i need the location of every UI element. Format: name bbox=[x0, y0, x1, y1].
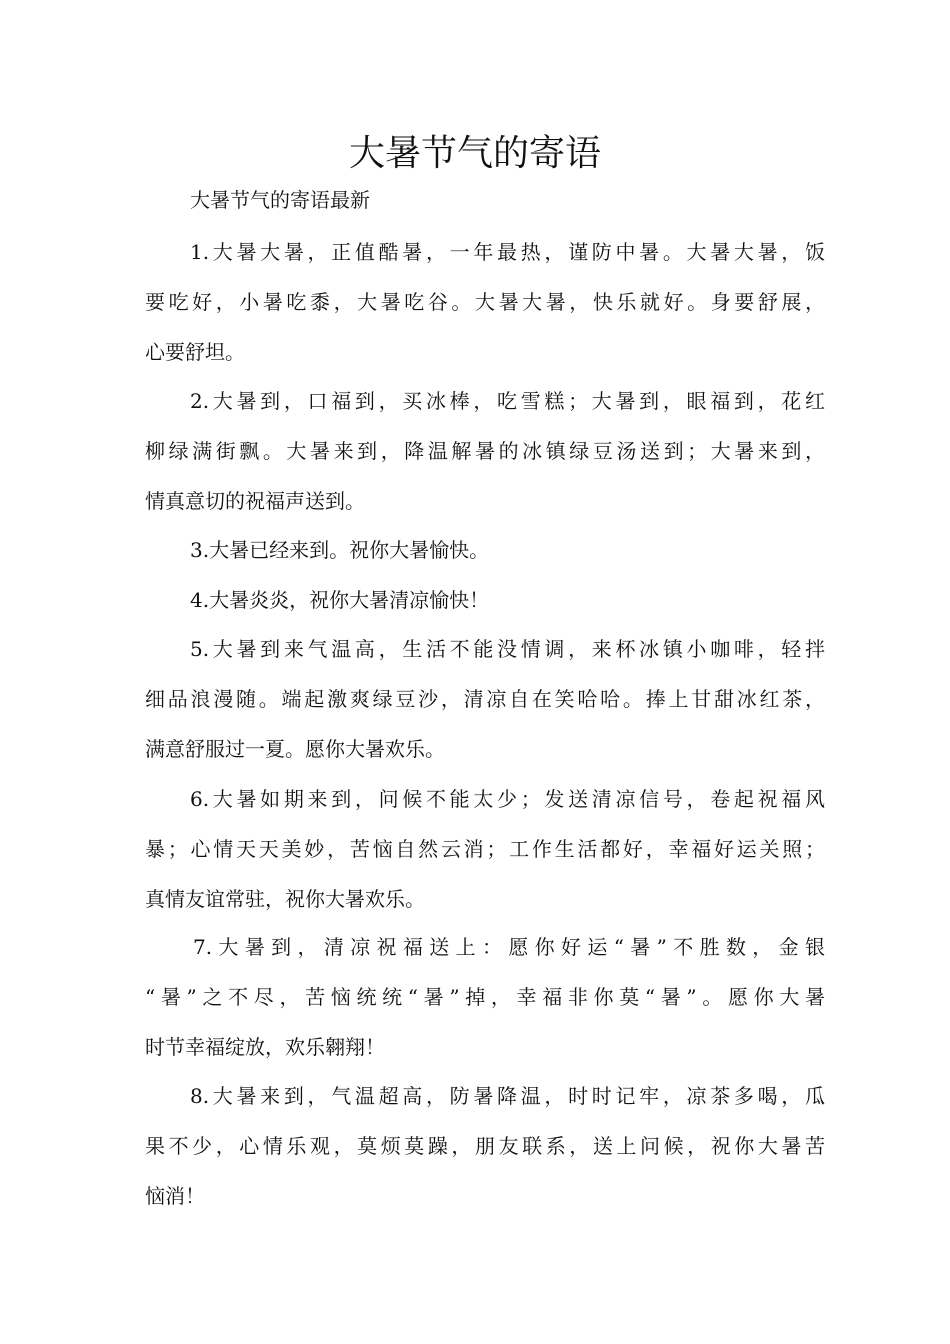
paragraph-1 bbox=[145, 227, 825, 377]
document-subtitle: 大暑节气的寄语最新 bbox=[190, 188, 370, 212]
paragraph-line: 要吃好，小暑吃黍，大暑吃谷。大暑大暑，快乐就好。身要舒展， bbox=[145, 290, 825, 314]
paragraph-line: 8.大暑来到，气温超高，防暑降温，时时记牢，凉茶多喝，瓜 bbox=[190, 1084, 825, 1108]
paragraph-line: 时节幸福绽放，欢乐翱翔！ bbox=[145, 1035, 385, 1059]
paragraph-4 bbox=[145, 575, 825, 625]
paragraph-line: 6.大暑如期来到，问候不能太少；发送清凉信号，卷起祝福风 bbox=[190, 787, 825, 811]
paragraph-8 bbox=[145, 1071, 825, 1221]
paragraph-3 bbox=[145, 525, 825, 575]
paragraph-5 bbox=[145, 624, 825, 774]
paragraph-line: 真情友谊常驻，祝你大暑欢乐。 bbox=[145, 887, 425, 911]
paragraph-line: 2.大暑到，口福到，买冰棒，吃雪糕；大暑到，眼福到，花红 bbox=[190, 389, 825, 413]
paragraph-6 bbox=[145, 774, 825, 924]
paragraph-7 bbox=[145, 922, 825, 1072]
paragraph-line: “暑”之不尽，苦恼统统“暑”掉，幸福非你莫“暑”。愿你大暑 bbox=[145, 985, 825, 1009]
paragraph-line: 4.大暑炎炎，祝你大暑清凉愉快！ bbox=[190, 588, 490, 612]
paragraph-line: 果不少，心情乐观，莫烦莫躁，朋友联系，送上问候，祝你大暑苦 bbox=[145, 1134, 825, 1158]
paragraph-line: 满意舒服过一夏。愿你大暑欢乐。 bbox=[145, 737, 445, 761]
paragraph-line: 心要舒坦。 bbox=[145, 340, 245, 364]
paragraph-2 bbox=[145, 376, 825, 526]
document-title: 大暑节气的寄语 bbox=[348, 133, 601, 174]
paragraph-line: 3.大暑已经来到。祝你大暑愉快。 bbox=[190, 538, 490, 562]
paragraph-line: 情真意切的祝福声送到。 bbox=[145, 489, 365, 513]
paragraph-line: 1.大暑大暑，正值酷暑，一年最热，谨防中暑。大暑大暑，饭 bbox=[190, 240, 825, 264]
paragraph-line: 7.大暑到，清凉祝福送上：愿你好运“暑”不胜数，金银 bbox=[193, 935, 825, 959]
paragraph-line: 恼消！ bbox=[145, 1184, 205, 1208]
paragraph-line: 柳绿满街飘。大暑来到，降温解暑的冰镇绿豆汤送到；大暑来到， bbox=[145, 439, 825, 463]
paragraph-line: 细品浪漫随。端起激爽绿豆沙，清凉自在笑哈哈。捧上甘甜冰红茶， bbox=[145, 687, 825, 711]
paragraph-line: 暴；心情天天美妙，苦恼自然云消；工作生活都好，幸福好运关照； bbox=[145, 837, 825, 861]
paragraph-line: 5.大暑到来气温高，生活不能没情调，来杯冰镇小咖啡，轻拌 bbox=[190, 637, 825, 661]
